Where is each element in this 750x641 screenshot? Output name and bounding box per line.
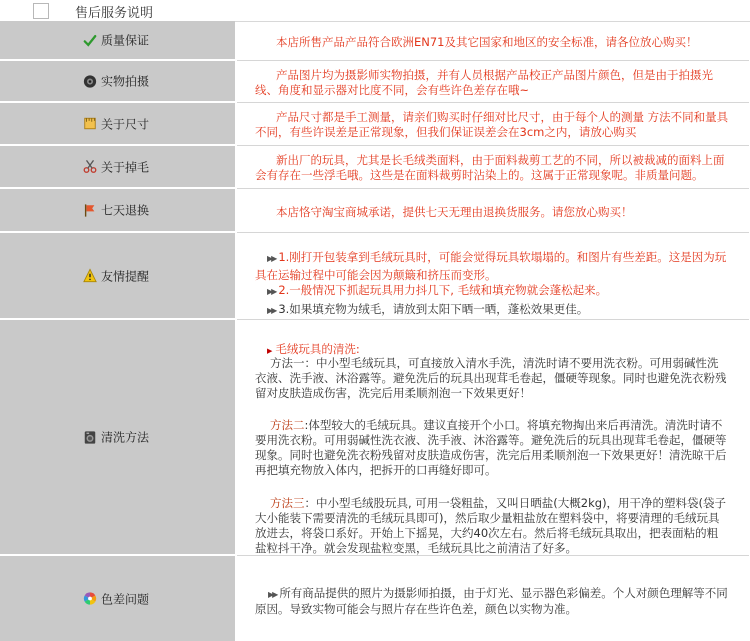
row-label: 实物拍摄 bbox=[101, 74, 150, 89]
row-text: 本店恪守淘宝商城承诺，提供七天无理由退换货服务。请您放心购买！ bbox=[276, 205, 633, 219]
reminder-item: ▶▶ 2.一般情况下抓起玩具用力抖几下, 毛绒和填充物就会蓬松起来。 bbox=[267, 283, 608, 297]
cleaning-method: 方法一：中小型毛绒玩具，可直接放入清水手洗，清洗时请不要用洗衣粉。可用弱碱性洗衣液、洗手液、沐浴露等。避免洗后的玩具出现茸毛卷起，僵硬等现象。同时也避免洗衣粉残留对皮肤造成伤害，洗完后用柔顺剂泡一下效果更好！ bbox=[255, 356, 727, 400]
row-label: 关于尺寸 bbox=[101, 117, 150, 131]
camera-lens-icon bbox=[83, 74, 97, 88]
row-label: 清洗方法 bbox=[101, 430, 150, 445]
page-title: 售后服务说明 bbox=[75, 6, 154, 21]
row-text: 新出厂的玩具，尤其是长毛绒类面料，由于面料裁剪工艺的不同，所以被裁减的面料上面会有存在一些浮毛哦。这些是在面料裁剪时沾染上的。这属于正常现象呢。非质量问题。 bbox=[255, 153, 725, 182]
cleaning-method: 方法三：中小型毛绒股玩具, 可用一袋粗盐，又叫日晒盐(大概2kg)，用干净的塑料袋(袋子大小能装下需要清洗的毛绒玩具即可)，然后取少量粗盐放在塑料袋中，将要清理的毛绒玩具放进去，将袋口系好。开始上下摇晃，大约40次左右。然后将毛绒玩具取出，把表面粘的粗盐粒抖干净。就会发现盐粒变黑，毛绒玩具比之前清洁了好多。 bbox=[255, 496, 727, 555]
row-text: ▶▶ 所有商品提供的照片为摄影师拍摄，由于灯光、显示器色彩偏差。个人对颜色理解等不同原因。导致实物可能会与照片存在些许色差，颜色以实物为准。 bbox=[255, 586, 728, 616]
cleaning-heading: ▶ 毛绒玩具的清洗: bbox=[267, 342, 360, 356]
cleaning-method: 方法二:体型较大的毛绒玩具。建议直接开个小口。将填充物掏出来后再清洗。清洗时请不要用洗衣粉。可用弱碱性洗衣液、洗手液、沐浴露等。避免洗后的玩具出现茸毛卷起，僵硬等现象。同时也避免洗衣粉残留对皮肤造成伤害，洗完后用柔顺剂泡一下效果更好！清洗晾干后再把填充物放入体内，把拆开的口再缝好即可。 bbox=[255, 418, 727, 477]
row-return bbox=[0, 189, 750, 233]
scissors-icon bbox=[83, 160, 97, 174]
row-label: 友情提醒 bbox=[101, 269, 150, 283]
washing-machine-icon bbox=[83, 430, 97, 444]
color-wheel-icon bbox=[83, 592, 97, 606]
row-photo bbox=[0, 61, 750, 103]
row-cleaning bbox=[0, 320, 750, 556]
checkbox[interactable] bbox=[33, 3, 49, 19]
reminder-item: ▶▶ 3.如果填充物为绒毛，请放到太阳下晒一晒，蓬松效果更佳。 bbox=[267, 302, 589, 316]
row-reminder bbox=[0, 233, 750, 320]
row-text: 产品图片均为摄影师实物拍摄，并有人员根据产品校正产品图片颜色，但是由于拍摄光线、角度和显示器对比度不同，会有些许色差存在哦~ bbox=[255, 68, 713, 97]
checkmark-icon bbox=[83, 33, 97, 47]
flag-icon bbox=[83, 203, 97, 217]
row-text: 产品尺寸都是手工测量，请亲们购买时仔细对比尺寸，由于每个人的测量 方法不同和量具不同，有些许误差是正常现象，但我们保证误差会在3cm之内，请放心购买 bbox=[255, 110, 729, 139]
row-text: 本店所售产品产品符合欧洲EN71及其它国家和地区的安全标准，请各位放心购买！ bbox=[276, 35, 698, 49]
ruler-icon bbox=[83, 117, 97, 131]
row-size bbox=[0, 103, 750, 146]
row-shedding bbox=[0, 146, 750, 189]
row-label: 关于掉毛 bbox=[101, 160, 150, 174]
row-quality bbox=[0, 21, 750, 61]
header-bar bbox=[0, 0, 750, 22]
warning-icon bbox=[83, 269, 97, 283]
row-label: 色差问题 bbox=[101, 592, 150, 606]
row-label: 质量保证 bbox=[101, 33, 150, 48]
row-label: 七天退换 bbox=[101, 203, 150, 218]
row-color-difference bbox=[0, 556, 750, 641]
reminder-item: ▶▶ 1.刚打开包装拿到毛绒玩具时，可能会觉得玩具软塌塌的。和图片有些差距。这是因为玩具在运输过程中可能会因为颠簸和挤压而变形。 bbox=[255, 250, 727, 282]
